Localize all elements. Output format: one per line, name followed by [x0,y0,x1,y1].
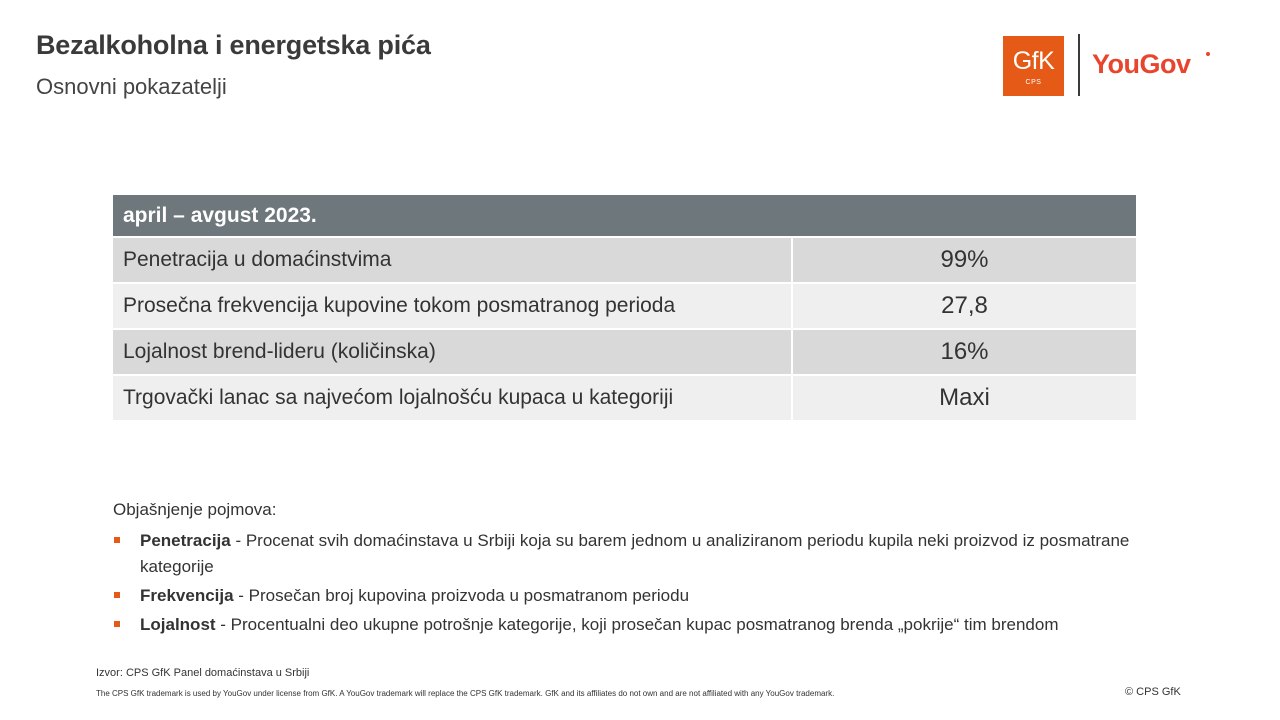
square-bullet-icon [114,592,120,598]
kpi-row-label: Trgovački lanac sa najvećom lojalnošću kupaca u kategoriji [113,376,793,420]
explanation-item-loyalty [113,612,1193,638]
kpi-row-loyalty [113,330,1136,376]
kpi-row-label: Penetracija u domaćinstvima [113,238,793,282]
copyright-note: © CPS GfK [1125,686,1181,698]
kpi-row-penetration [113,238,1136,284]
source-note: Izvor: CPS GfK Panel domaćinstava u Srbiji [96,667,310,679]
kpi-row-value: 27,8 [793,284,1136,328]
explanation-term: Frekvencija [140,586,234,605]
trademark-note: The CPS GfK trademark is used by YouGov under license from GfK. A YouGov trademark will replace the CPS GfK trademark. GfK and its affiliates do not own and are not affiliated with any YouGov trademark. [96,689,835,698]
page-subtitle: Osnovni pokazatelji [36,74,227,99]
explanation-item-penetration [113,528,1193,580]
kpi-row-label: Lojalnost brend-lideru (količinska) [113,330,793,374]
yougov-logo: YouGov [1092,49,1191,79]
logo-area [1003,34,1223,96]
kpi-row-frequency [113,284,1136,330]
explanation-text: - Procenat svih domaćinstava u Srbiji koja su barem jednom u analiziranom periodu kupila neki proizvod iz posmatrane kategorije [140,531,1130,576]
square-bullet-icon [114,621,120,627]
explanation-section [113,500,1193,641]
explanation-text: - Procentualni deo ukupne potrošnje kategorije, koji prosečan kupac posmatranog brenda „pokrije“ tim brendom [215,615,1059,634]
explanation-list [113,528,1193,638]
kpi-table-header: april – avgust 2023. [113,195,1136,238]
explanation-term: Penetracija [140,531,231,550]
explanation-item-frequency [113,583,1193,609]
kpi-table [113,195,1136,422]
kpi-row-value: 99% [793,238,1136,282]
explanation-term: Lojalnost [140,615,216,634]
square-bullet-icon [114,537,120,543]
yougov-logo-dot [1206,52,1210,56]
page-title: Bezalkoholna i energetska pića [36,30,431,60]
logo-divider [1078,34,1080,96]
kpi-row-label: Prosečna frekvencija kupovine tokom posmatranog perioda [113,284,793,328]
explanation-text: - Prosečan broj kupovina proizvoda u posmatranom periodu [233,586,690,605]
gfk-logo [1003,36,1064,96]
kpi-row-retail-chain [113,376,1136,422]
kpi-row-value: 16% [793,330,1136,374]
kpi-row-value: Maxi [793,376,1136,420]
gfk-logo-sub: CPS [1025,79,1042,86]
gfk-logo-word: GfK [1012,47,1055,75]
explanation-title: Objašnjenje pojmova: [113,500,277,519]
